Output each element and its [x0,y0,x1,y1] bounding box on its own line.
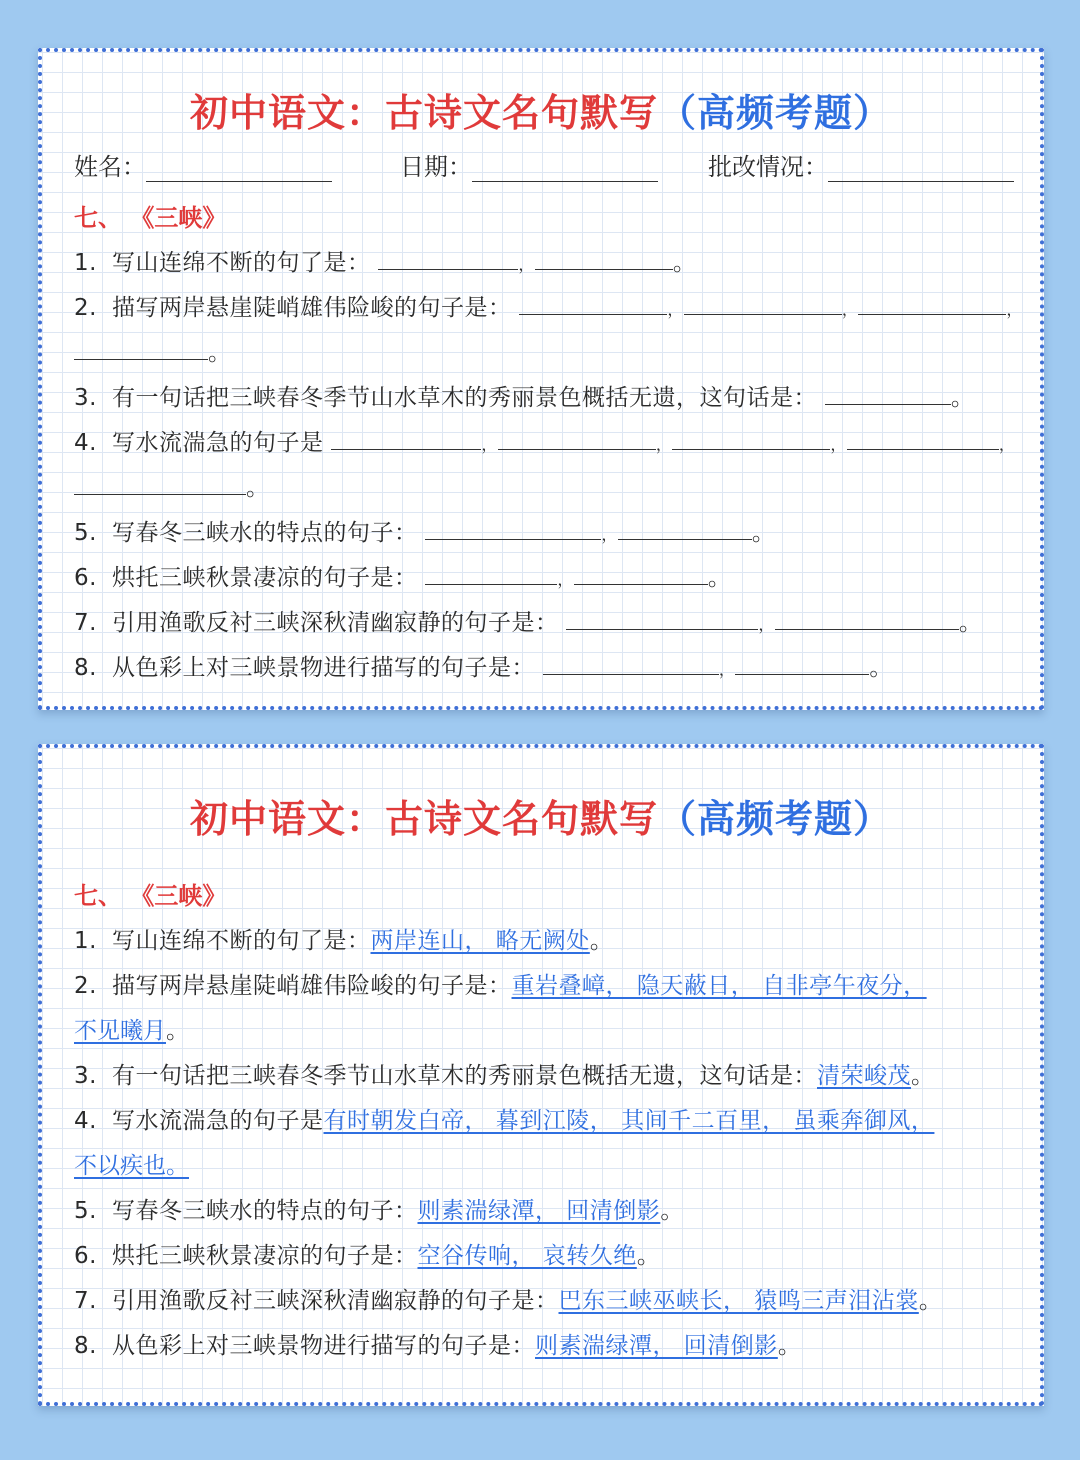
question-number: 2. [74,973,97,999]
answer-blank[interactable] [775,609,959,630]
question-2-continued: 。 [74,334,232,367]
answer-blank[interactable] [825,384,951,405]
section-heading: 七、 《三峡》 [74,881,227,910]
question-number: 4. [74,1108,97,1134]
question-text: 从色彩上对三峡景物进行描写的句子是： [112,1333,535,1359]
worksheet-title [42,788,1040,843]
answer-text: 有时朝发白帝， 暮到江陵， 其间千二百里， 虽乘奔御风， [323,1108,935,1134]
question-text: 写春冬三峡水的特点的句子： [112,1198,418,1224]
question-number: 6. [74,1243,97,1269]
question-text: 引用渔歌反衬三峡深秋清幽寂静的句子是： [112,610,559,636]
question-number: 4. [74,430,97,456]
title-tag: （高频考题） [658,90,893,135]
date-blank[interactable] [472,159,658,182]
name-field [74,147,332,182]
answer-blank[interactable] [74,474,246,495]
question-7: 7. 引用渔歌反衬三峡深秋清幽寂静的句子是： ， 。 [74,610,983,636]
answer-blank[interactable] [735,654,869,675]
answer-4-continued [74,1147,189,1180]
worksheet-title [42,82,1040,137]
question-text: 描写两岸悬崖陡峭雄伟险峻的句子是： [112,295,512,321]
answer-text: 空谷传响， 哀转久绝 [417,1243,637,1269]
section-heading: 七、 《三峡》 [74,203,227,232]
answer-blank[interactable] [425,564,557,585]
answer-text: 则素湍绿潭， 回清倒影 [535,1333,778,1359]
worksheet-blank [38,48,1044,710]
question-text: 写春冬三峡水的特点的句子： [112,520,418,546]
question-text: 写水流湍急的句子是 [112,430,324,456]
question-text: 烘托三峡秋景凄凉的句子是： [112,565,418,591]
answer-blank[interactable] [858,294,1006,315]
question-number: 8. [74,1333,97,1359]
answer-text: 清荣峻茂 [817,1063,911,1089]
grading-blank[interactable] [828,159,1014,182]
question-text: 写水流湍急的句子是 [112,1108,324,1134]
date-field [400,147,658,182]
question-number: 3. [74,1063,97,1089]
question-number: 1. [74,928,97,954]
worksheet-answers [38,744,1044,1406]
answer-blank[interactable] [618,519,752,540]
answer-blank[interactable] [543,654,719,675]
question-text: 从色彩上对三峡景物进行描写的句子是： [112,655,535,681]
question-text: 有一句话把三峡春冬季节山水草木的秀丽景色概括无遗，这句话是： [112,1063,817,1089]
answer-4 [74,1102,934,1135]
answer-blank[interactable] [378,249,518,270]
answer-blank[interactable] [74,339,208,360]
question-text: 写山连绵不断的句了是： [112,250,371,276]
title-main: 初中语文：古诗文名句默写 [189,796,658,841]
question-number: 3. [74,385,97,411]
answer-blank[interactable] [331,429,481,450]
grading-label: 批改情况： [708,153,828,181]
answer-blank[interactable] [535,249,673,270]
answer-8: 8. 从色彩上对三峡景物进行描写的句子是：则素湍绿潭， 回清倒影。 [74,1333,802,1359]
question-text: 烘托三峡秋景凄凉的句子是： [112,1243,418,1269]
answer-2-continued: 不见曦月。 [74,1018,189,1044]
answer-blank[interactable] [498,429,656,450]
question-number: 1. [74,250,97,276]
answer-text: 不以疾也。 [74,1153,189,1179]
answer-blank[interactable] [425,519,601,540]
question-4: 4. 写水流湍急的句子是 ， ， ， ， [74,430,1016,456]
question-number: 6. [74,565,97,591]
question-number: 2. [74,295,97,321]
question-text: 有一句话把三峡春冬季节山水草木的秀丽景色概括无遗，这句话是： [112,385,817,411]
question-text: 描写两岸悬崖陡峭雄伟险峻的句子是： [112,973,512,999]
name-blank[interactable] [146,159,332,182]
question-8: 8. 从色彩上对三峡景物进行描写的句子是： ， 。 [74,655,893,681]
question-number: 7. [74,610,97,636]
answer-blank[interactable] [847,429,999,450]
name-label: 姓名： [74,153,146,181]
question-number: 7. [74,1288,97,1314]
answer-text: 重岩叠嶂， 隐天蔽日， 自非亭午夜分， [511,973,927,999]
question-5: 5. 写春冬三峡水的特点的句子： ， 。 [74,520,776,546]
answer-text: 则素湍绿潭， 回清倒影 [417,1198,661,1224]
answer-text: 两岸连山， 略无阙处 [370,928,590,954]
title-tag: （高频考题） [658,796,893,841]
answer-blank[interactable] [519,294,667,315]
answer-text: 巴东三峡巫峡长， 猿鸣三声泪沾裳 [558,1288,919,1314]
question-text: 写山连绵不断的句了是： [112,928,371,954]
answer-blank[interactable] [574,564,708,585]
answer-text: 不见曦月 [74,1018,166,1044]
question-number: 8. [74,655,97,681]
date-label: 日期： [400,153,472,181]
answer-blank[interactable] [566,609,758,630]
question-number: 5. [74,520,97,546]
answer-2 [74,967,927,1000]
question-4-continued: 。 [74,469,270,502]
answer-blank[interactable] [684,294,842,315]
answer-5: 5. 写春冬三峡水的特点的句子：则素湍绿潭， 回清倒影。 [74,1198,684,1224]
answer-1: 1. 写山连绵不断的句了是：两岸连山， 略无阙处。 [74,928,614,954]
answer-6: 6. 烘托三峡秋景凄凉的句子是：空谷传响， 哀转久绝。 [74,1243,661,1269]
title-main: 初中语文：古诗文名句默写 [189,90,658,135]
answer-3: 3. 有一句话把三峡春冬季节山水草木的秀丽景色概括无遗，这句话是：清荣峻茂。 [74,1063,935,1089]
question-6: 6. 烘托三峡秋景凄凉的句子是： ， 。 [74,565,732,591]
grading-field [708,147,1014,182]
question-2: 2. 描写两岸悬崖陡峭雄伟险峻的句子是： ， ， ， [74,295,1023,321]
answer-7: 7. 引用渔歌反衬三峡深秋清幽寂静的句子是：巴东三峡巫峡长， 猿鸣三声泪沾裳。 [74,1288,943,1314]
answer-blank[interactable] [672,429,830,450]
question-text: 引用渔歌反衬三峡深秋清幽寂静的句子是： [112,1288,559,1314]
question-1: 1. 写山连绵不断的句了是： ， 。 [74,250,697,276]
question-number: 5. [74,1198,97,1224]
question-3: 3. 有一句话把三峡春冬季节山水草木的秀丽景色概括无遗，这句话是： 。 [74,385,975,411]
